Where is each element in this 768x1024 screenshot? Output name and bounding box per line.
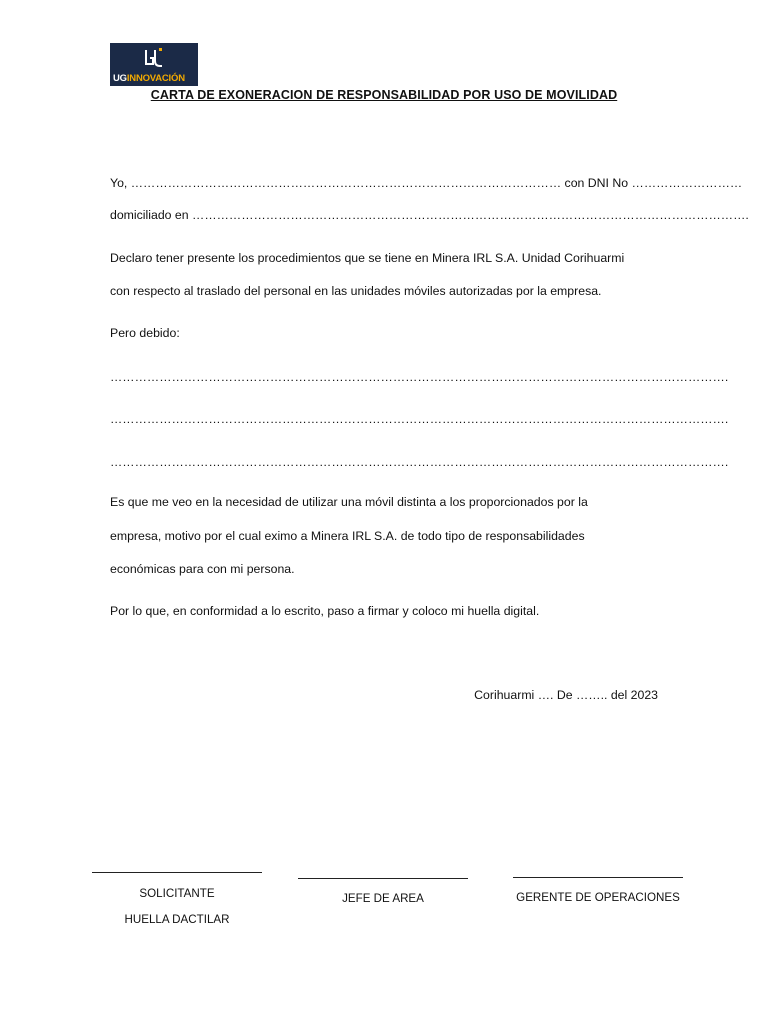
signature-label-huella: HUELLA DACTILAR bbox=[124, 913, 230, 926]
logo-text-ug: UG bbox=[113, 72, 127, 84]
document-title: CARTA DE EXONERACION DE RESPONSABILIDAD POR USO DE MOVILIDAD bbox=[150, 88, 618, 102]
dotted-line-1: ……………………………………………………………………………………………………………………………………. bbox=[110, 370, 729, 384]
signature-label-solicitante: SOLICITANTE bbox=[139, 887, 215, 900]
line-yo-dni: Yo, …………………………………………………………………………………………… con DNI No ……………………… bbox=[110, 176, 743, 190]
date-line: Corihuarmi …. De …….. del 2023 bbox=[474, 688, 658, 702]
paragraph-declaro-line-1: Declaro tener presente los procedimientos que se tiene en Minera IRL S.A. Unidad Corihuarmi bbox=[110, 251, 625, 265]
logo-mark-icon bbox=[143, 47, 165, 69]
logo-wordmark bbox=[113, 74, 185, 84]
paragraph-declaro-line-2: con respecto al traslado del personal en las unidades móviles autorizadas por la empresa. bbox=[110, 284, 602, 298]
company-logo bbox=[110, 43, 198, 86]
paragraph-firma: Por lo que, en conformidad a lo escrito, paso a firmar y coloco mi huella digital. bbox=[110, 604, 540, 618]
paragraph-esque-line-2: empresa, motivo por el cual eximo a Minera IRL S.A. de todo tipo de responsabilidades bbox=[110, 529, 585, 543]
signature-label-jefe: JEFE DE AREA bbox=[342, 892, 424, 905]
paragraph-esque-line-3: económicas para con mi persona. bbox=[110, 562, 295, 576]
pero-debido-label: Pero debido: bbox=[110, 326, 180, 340]
logo-text-innovacion: INNOVACIÓN bbox=[126, 72, 185, 84]
dotted-line-3: ……………………………………………………………………………………………………………………………………. bbox=[110, 455, 729, 469]
signature-line-solicitante bbox=[92, 872, 262, 873]
signature-line-jefe bbox=[298, 878, 468, 879]
line-domicilio: domiciliado en ………………………………………………………………………………………………………………………. bbox=[110, 208, 749, 222]
dotted-line-2: ……………………………………………………………………………………………………………………………………. bbox=[110, 412, 729, 426]
signature-label-gerente: GERENTE DE OPERACIONES bbox=[516, 891, 680, 904]
paragraph-esque-line-1: Es que me veo en la necesidad de utilizar una móvil distinta a los proporcionados por la bbox=[110, 495, 588, 509]
signature-line-gerente bbox=[513, 877, 683, 878]
